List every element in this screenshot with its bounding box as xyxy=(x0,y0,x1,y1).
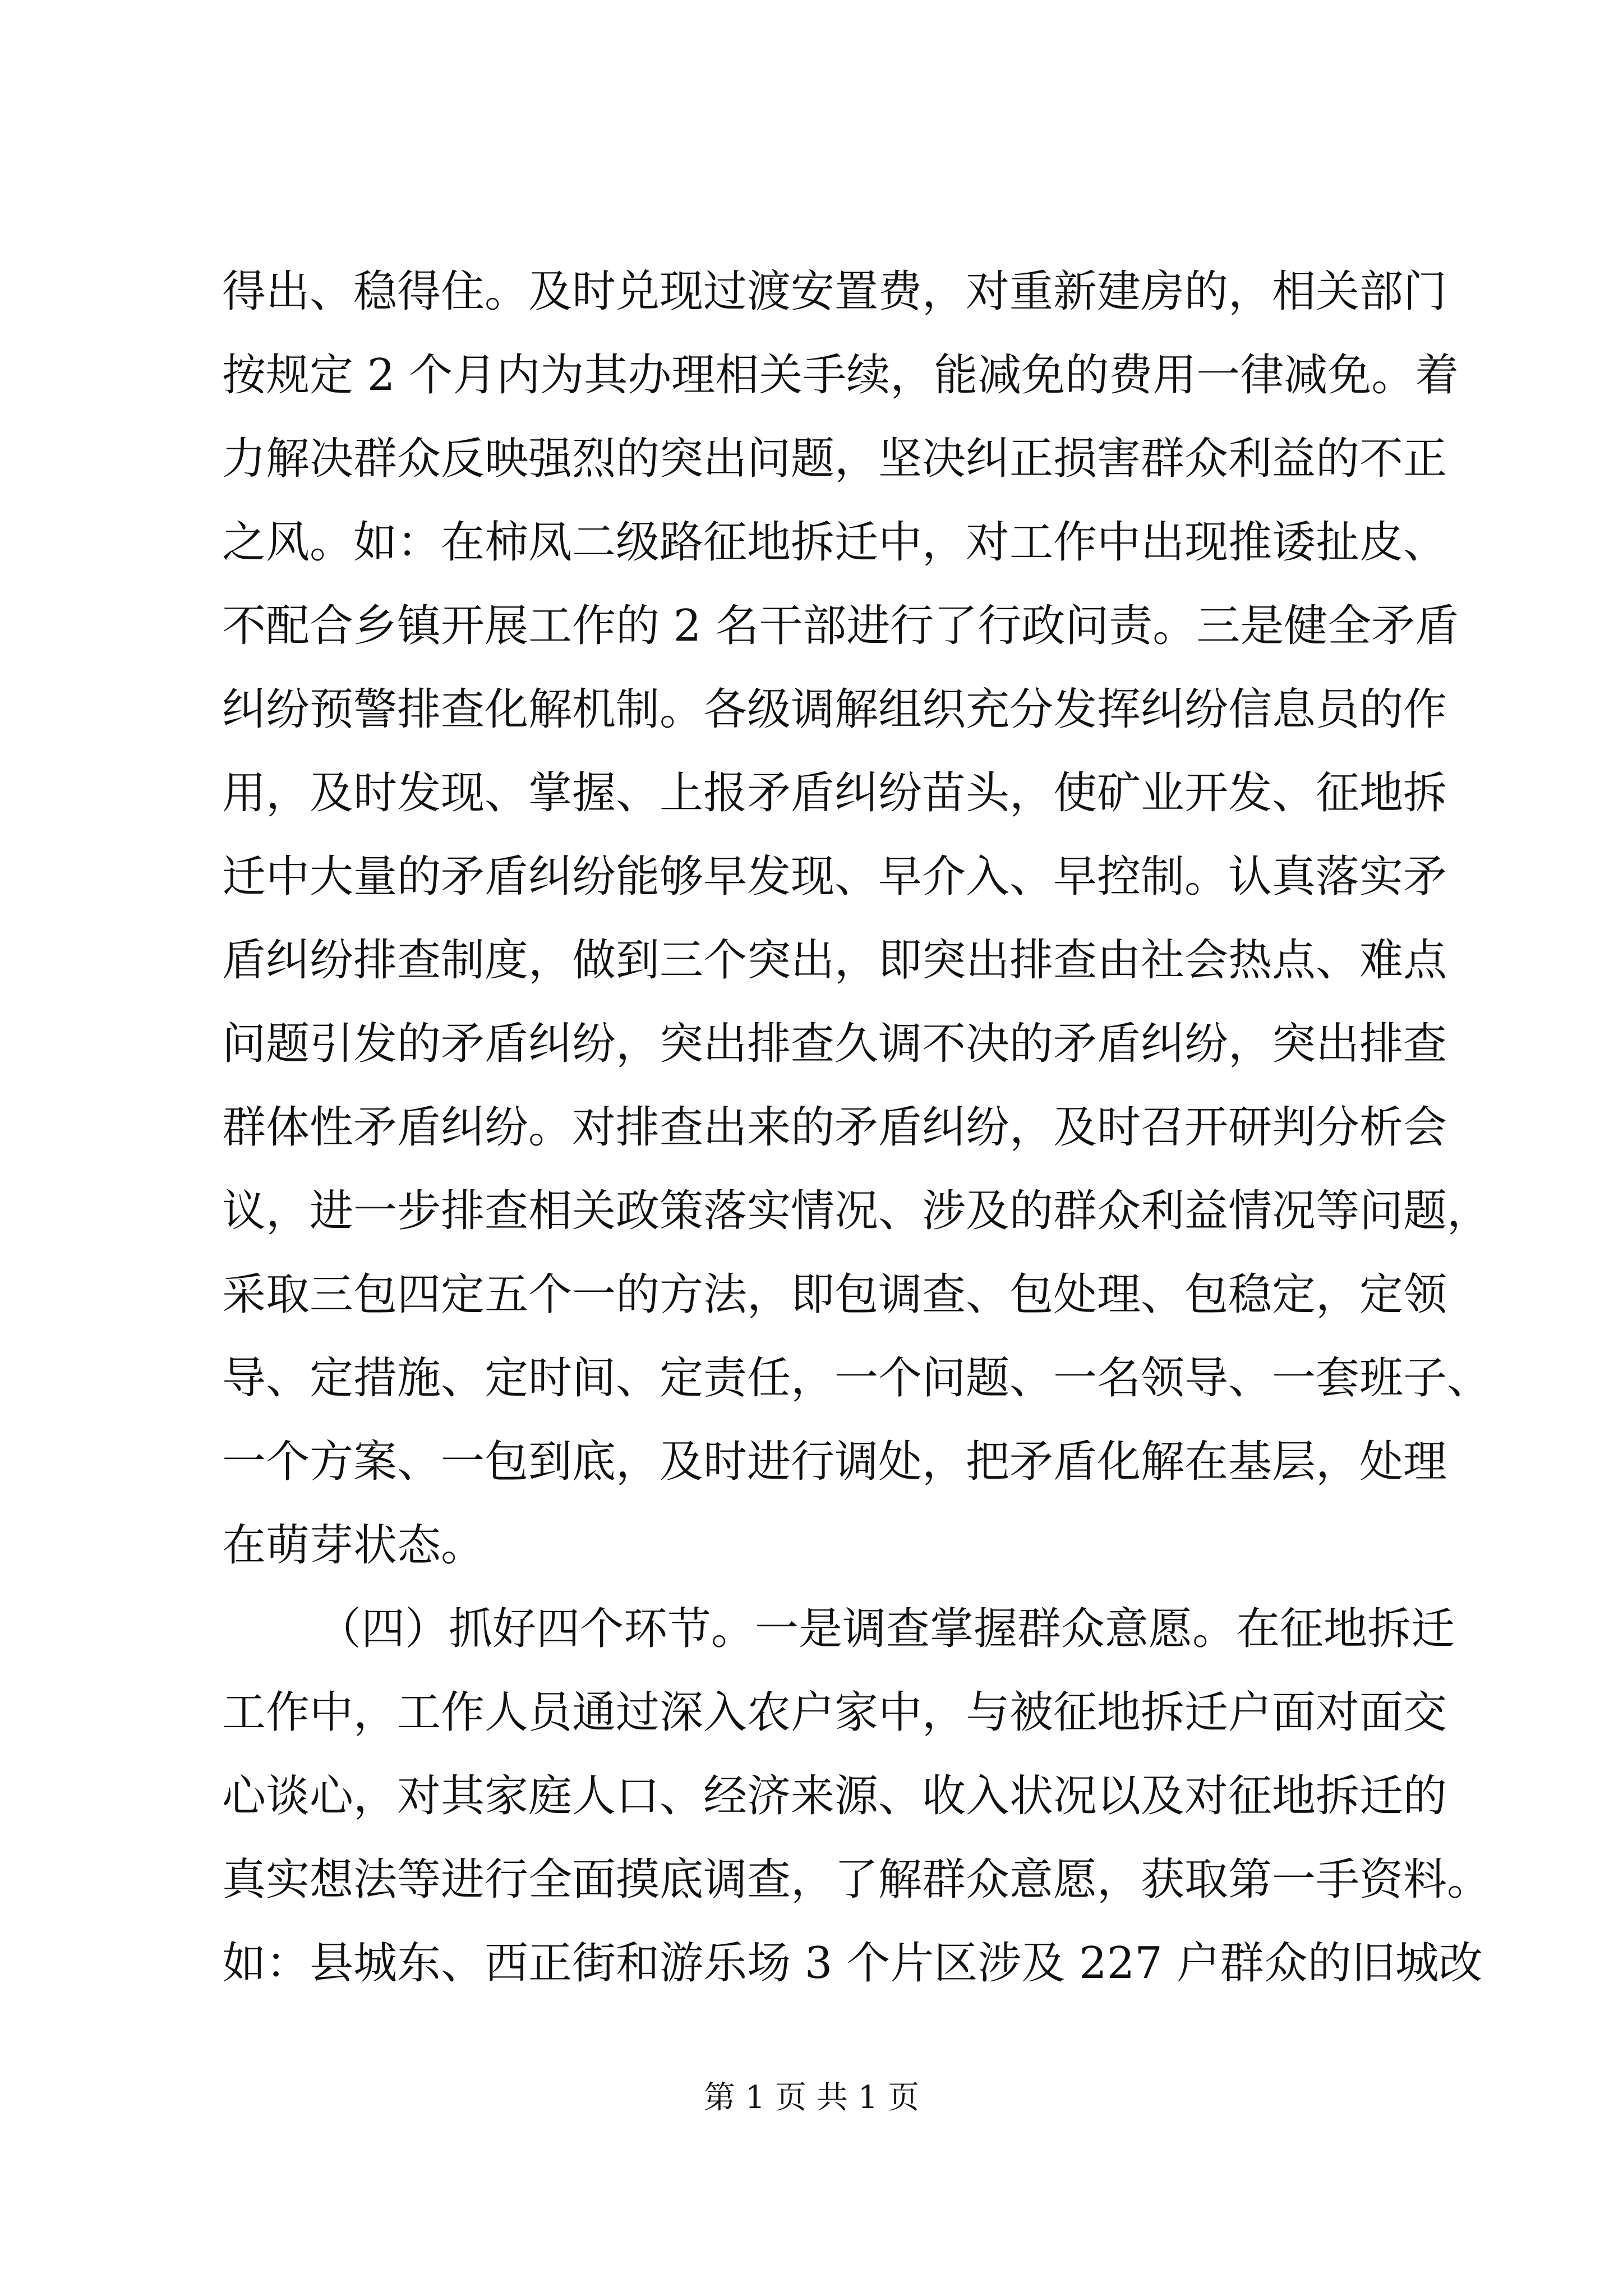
text-line: 力解决群众反映强烈的突出问题，坚决纠正损害群众利益的不正 xyxy=(222,434,1447,484)
text-line: 按规定 2 个月内为其办理相关手续，能减免的费用一律减免。着 xyxy=(222,350,1459,401)
text-line: 如：县城东、西正街和游乐场 3 个片区涉及 227 户群众的旧城改 xyxy=(222,1938,1483,1989)
text-line: 纠纷预警排查化解机制。各级调解组织充分发挥纠纷信息员的作 xyxy=(222,684,1447,735)
text-line: 盾纠纷排查制度，做到三个突出，即突出排查由社会热点、难点 xyxy=(222,935,1447,986)
text-line: 工作中，工作人员通过深入农户家中，与被征地拆迁户面对面交 xyxy=(222,1687,1447,1738)
text-line: 议，进一步排查相关政策落实情况、涉及的群众利益情况等问题， xyxy=(222,1186,1491,1236)
text-line: 导、定措施、定时间、定责任，一个问题、一名领导、一套班子、 xyxy=(222,1353,1491,1404)
text-line: 真实想法等进行全面摸底调查，了解群众意愿，获取第一手资料。 xyxy=(222,1855,1491,1905)
text-line: 迁中大量的矛盾纠纷能够早发现、早介入、早控制。认真落实矛 xyxy=(222,852,1447,902)
text-line: 心谈心，对其家庭人口、经济来源、收入状况以及对征地拆迁的 xyxy=(222,1771,1447,1821)
text-line: 在萌芽状态。 xyxy=(222,1520,485,1571)
text-line: 得出、稳得住。及时兑现过渡安置费，对重新建房的，相关部门 xyxy=(222,266,1447,317)
text-line: 之风。如：在柿凤二级路征地拆迁中，对工作中出现推诿扯皮、 xyxy=(222,517,1447,568)
text-line: 采取三包四定五个一的方法，即包调查、包处理、包稳定，定领 xyxy=(222,1269,1447,1320)
page-number-footer: 第 1 页 共 1 页 xyxy=(703,2079,920,2116)
text-line: 不配合乡镇开展工作的 2 名干部进行了行政问责。三是健全矛盾 xyxy=(222,601,1459,651)
text-line: 一个方案、一包到底，及时进行调处，把矛盾化解在基层，处理 xyxy=(222,1437,1447,1487)
text-line: 群体性矛盾纠纷。对排查出来的矛盾纠纷，及时召开研判分析会 xyxy=(222,1102,1447,1153)
text-line: 用，及时发现、掌握、上报矛盾纠纷苗头，使矿业开发、征地拆 xyxy=(222,768,1447,818)
section-heading-line: （四）抓好四个环节。一是调查掌握群众意愿。在征地拆迁 xyxy=(317,1604,1455,1654)
text-line: 问题引发的矛盾纠纷，突出排查久调不决的矛盾纠纷，突出排查 xyxy=(222,1019,1447,1069)
body-text xyxy=(222,250,1491,2005)
